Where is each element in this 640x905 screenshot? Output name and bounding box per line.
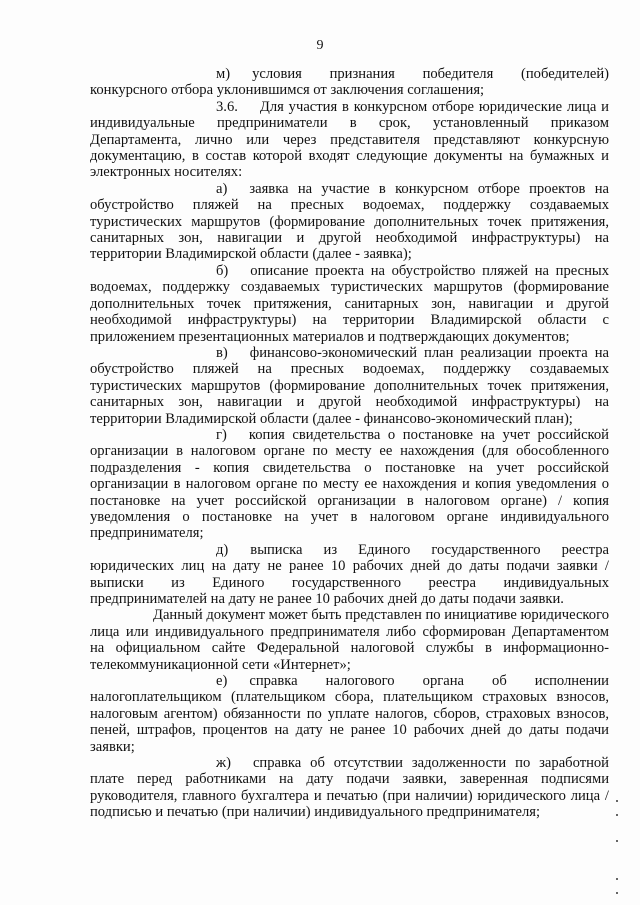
page-number: 9 (316, 38, 324, 53)
scan-margin-marks (608, 800, 618, 900)
paragraph-marker: ж) (216, 755, 231, 772)
paragraph-marker: 3.6. (216, 98, 238, 115)
scan-speck (616, 814, 618, 816)
paragraph-text: Данный документ может быть представлен по инициативе юридического лица или индивидуального предпринимателя либо сформирован Департаментом на официальном сайте Федеральной налоговой службы в информационно-телекоммуникационной сети «Интернет»; (90, 607, 609, 673)
paragraph-text: заявка на участие в конкурсном отборе проектов на обустройство пляжей на пресных водоемах, поддержку создаваемых туристических маршрутов (формирование дополнительных точек притяжения, санитарных зон, навигации и другой необходимой инфраструктуры) на территории Владимирской области (далее - заявка); (90, 180, 609, 263)
paragraph-text: описание проекта на обустройство пляжей на пресных водоемах, поддержку создаваемых туристических маршрутов (формирование дополнительных точек притяжения, санитарных зон, навигации и другой необходимой инфраструктуры) на территории Владимирской области с приложением презентационных материалов и подтверждающих документов; (90, 262, 609, 345)
paragraph-text: условия признания победителя (победителей) конкурсного отбора уклонившимся от заключения соглашения; (90, 66, 609, 99)
paragraph-text: финансово-экономический план реализации проекта на обустройство пляжей на пресных водоемах, поддержку создаваемых туристических маршрутов (формирование дополнительных точек притяжения, санитарных зон, навигации и другой необходимой инфраструктуры) на территории Владимирской области (далее - финансово-экономический план); (90, 344, 609, 427)
scan-speck (616, 878, 618, 880)
paragraph-zh (90, 755, 609, 821)
paragraph-b (90, 263, 609, 345)
scan-speck (616, 892, 618, 894)
paragraph-text: справка налогового органа об исполнении налогоплательщиком (плательщиком сбора, плательщиком страховых взносов, налоговым агентом) обязанности по уплате налогов, сборов, страховых взносов, пеней, штрафов, процентов на дату не ранее 10 рабочих дней до даты подачи заявки; (90, 673, 609, 755)
paragraph-a (90, 181, 609, 263)
paragraph-text: копия свидетельства о постановке на учет российской организации в налоговом органе по месту ее нахождения (для обособленного подразделения - копия свидетельства о постановке на учет российской организации в налоговом органе по месту ее нахождения и копия уведомления о постановке на учет российской организации в налоговом органе) / копия уведомления о постановке на учет в налоговом органе индивидуального предпринимателя; (90, 426, 609, 542)
paragraph-note (90, 607, 609, 673)
paragraph-text: Для участия в конкурсном отборе юридические лица и индивидуальные предприниматели в срок, установленный приказом Департамента, лично или через представителя представляют конкурсную документацию, в состав которой входят следующие документы на бумажных и электронных носителях: (90, 98, 609, 181)
paragraph-marker: м) (216, 66, 231, 82)
paragraph-marker: г) (216, 426, 227, 443)
document-body (90, 66, 609, 821)
paragraph-e (90, 673, 609, 755)
paragraph-marker: а) (216, 180, 228, 197)
paragraph-m (90, 66, 609, 99)
paragraph-marker: б) (216, 262, 229, 279)
paragraph-marker: в) (216, 344, 228, 361)
paragraph-d (90, 542, 609, 608)
paragraph-3-6 (90, 99, 609, 181)
scan-speck (616, 840, 618, 842)
paragraph-text: выписка из Единого государственного реестра юридических лиц на дату не ранее 10 рабочих дней до даты подачи заявки / выписки из Единого государственного реестра индивидуальных предпринимателей на дату не ранее 10 рабочих дней до даты подачи заявки. (90, 541, 609, 607)
scan-speck (616, 800, 618, 802)
paragraph-marker: е) (216, 673, 228, 690)
paragraph-marker: д) (216, 541, 229, 558)
paragraph-v (90, 345, 609, 427)
paragraph-text: справка об отсутствии задолженности по заработной плате перед работниками на дату подачи заявки, заверенная подписями руководителя, главного бухгалтера и печатью (при наличии) юридического лица / подписью и печатью (при наличии) индивидуального предпринимателя; (90, 755, 609, 821)
paragraph-g (90, 427, 609, 542)
